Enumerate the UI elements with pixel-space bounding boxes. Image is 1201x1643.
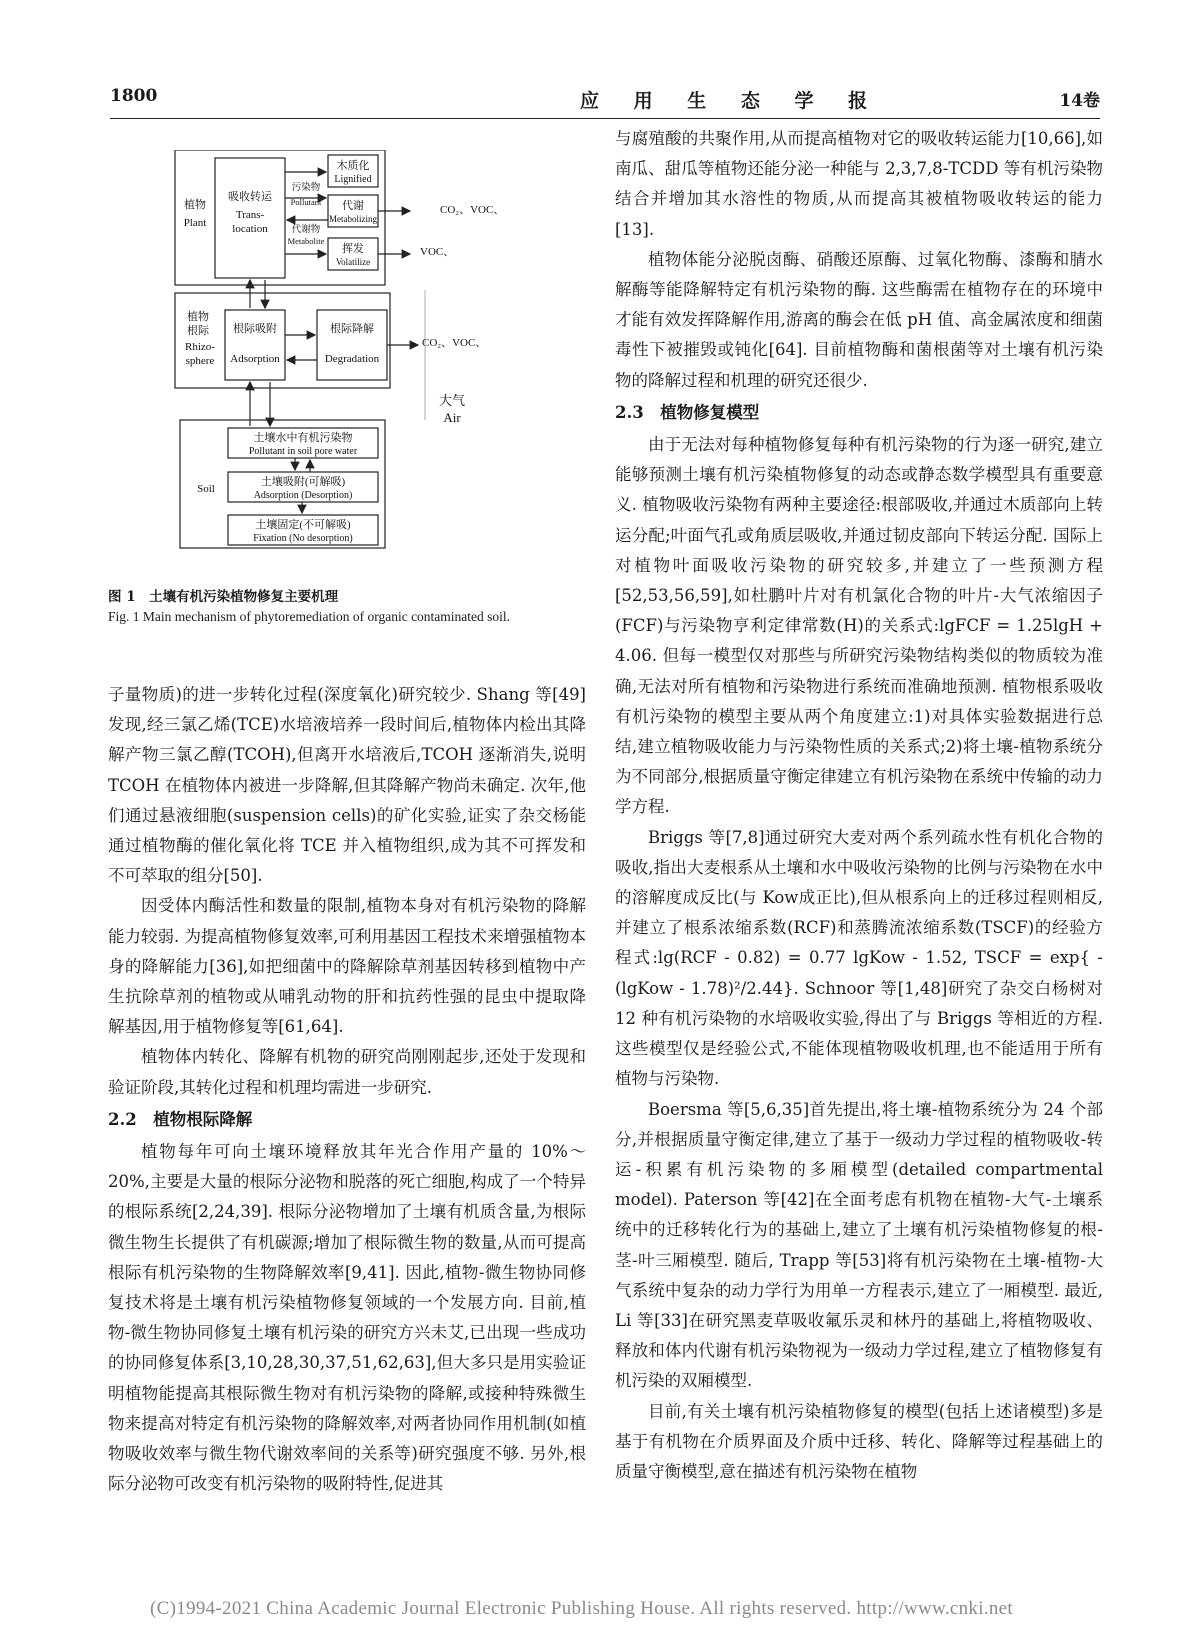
header-rule <box>110 118 1100 119</box>
adsorption-label-cn: 根际吸附 <box>233 323 277 335</box>
copyright-footer: (C)1994-2021 China Academic Journal Electronic Publishing House. All rights reserved. http://www.cnki.net <box>150 1598 1013 1619</box>
uptake-label-en2: location <box>232 223 268 235</box>
paragraph: Briggs 等[7,8]通过研究大麦对两个系列疏水性有机化合物的吸收,指出大麦根系从土壤和水中吸收污染物的比例与污染物在水中的溶解度成反比(与 Kow成正比),但从根系向上的迁移过程则相反,并建立了根系浓缩系数(RCF)和蒸腾流浓缩系数(TSCF)的经验方程式:lg(RCF - 0.82) = 0.77 lgKow - 1.52, TSCF = exp{ - (lgKow - 1.78)²/2.44}. Schnoor 等[1,48]研究了杂交白杨树对 12 种有机污染物的水培吸收实验,得出了与 Briggs 等相近的方程. 这些模型仅是经验公式,不能体现植物吸收机理,也不能适用于所有植物与污染物. <box>615 827 1103 1089</box>
metabolizing-label-en: Metabolizing <box>329 214 377 224</box>
figure-caption <box>108 588 588 626</box>
air-label-en: Air <box>443 410 461 425</box>
section-heading-2-3: 2.3 植物修复模型 <box>615 402 760 422</box>
degradation-label-en: Degradation <box>324 353 380 365</box>
rhizo-label-en1: Rhizo- <box>185 341 215 353</box>
soil-label: Soil <box>197 483 215 495</box>
pore-water-label-cn: 土壤水中有机污染物 <box>253 432 353 444</box>
lignified-label-cn: 木质化 <box>336 160 370 172</box>
metabolite-label-en: Metabolite <box>287 236 325 246</box>
figure-1 <box>170 150 520 580</box>
paragraph: Boersma 等[5,6,35]首先提出,将土壤-植物系统分为 24 个部分,并根据质量守衡定律,建立了基于一级动力学过程的植物吸收-转运-积累有机污染物的多厢模型(detailed compartmental model). Paterson 等[42]在全面考虑有机物在植物-大气-土壤系统中的迁移转化行为的基础上,建立了土壤有机污染植物修复的根-茎-叶三厢模型. 随后, Trapp 等[53]将有机污染物在土壤-植物-大气系统中复杂的动力学行为用单一方程表示,建立了一厢模型. 最近, Li 等[33]在研究黑麦草吸收氟乐灵和林丹的基础上,将植物吸收、释放和体内代谢有机污染物视为一级动力学过程,建立了植物修复有机污染的双厢模型. <box>615 1099 1103 1391</box>
adsorption-box <box>225 310 285 380</box>
output-label-3: CO₂、VOC、 <box>422 337 487 349</box>
plant-label-cn: 植物 <box>184 199 206 211</box>
page-number: 1800 <box>110 86 158 106</box>
metabolite-label-cn: 代谢物 <box>291 225 321 235</box>
plant-label-en: Plant <box>183 217 207 229</box>
running-header <box>110 86 1100 114</box>
uptake-label-en1: Trans- <box>235 209 265 221</box>
air-label-cn: 大气 <box>438 393 466 408</box>
paragraph: 由于无法对每种植物修复每种有机污染物的行为逐一研究,建立能够预测土壤有机污染植物修复的动态或静态数学模型具有重要意义. 植物吸收污染物有两种主要途径:根部吸收,并通过木质部向上转运分配;叶面气孔或角质层吸收,并通过韧皮部向下转运分配. 国际上对植物叶面吸收污染物的研究较多,并建立了一些预测方程[52,53,56,59],如杜鹏叶片对有机氯化合物的叶片-大气浓缩因子(FCF)与污染物亨利定律常数(H)的关系式:lgFCF = 1.25lgH + 4.06. 但每一模型仅对那些与所研究污染物结构类似的物质较为准确,无法对所有植物和污染物进行系统而准确地预测. 植物根系吸收有机污染物的模型主要从两个角度建立:1)对具体实验数据进行总结,建立植物吸收能力与污染物性质的关系式;2)将土壤-植物系统分为不同部分,根据质量守衡定律建立有机污染物在系统中传输的动力学方程. <box>615 435 1103 817</box>
paragraph: 目前,有关土壤有机污染植物修复的模型(包括上述诸模型)多是基于有机物在介质界面及介质中迁移、转化、降解等过程基础上的质量守衡模型,意在描述有机污染物在植物 <box>615 1401 1103 1481</box>
soil-adsorption-label-cn: 土壤吸附(可解吸) <box>260 476 346 488</box>
soil-adsorption-label-en: Adsorption (Desorption) <box>253 490 353 501</box>
uptake-label-cn: 吸收转运 <box>228 191 272 203</box>
paragraph: 与腐殖酸的共聚作用,从而提高植物对它的吸收转运能力[10,66],如南瓜、甜瓜等植物还能分泌一种能与 2,3,7,8-TCDD 等有机污染物结合并增加其水溶性的物质,从而提高其被植物吸收转运的能力[13]. <box>615 129 1103 239</box>
paragraph: 因受体内酶活性和数量的限制,植物本身对有机污染物的降解能力较弱. 为提高植物修复效率,可利用基因工程技术来增强植物本身的降解能力[36],如把细菌中的降解除草剂基因转移到植物中产生抗除草剂的植物或从哺乳动物的肝和抗药性强的昆虫中提取降解基因,用于植物修复等[61,64]. <box>108 896 586 1037</box>
caption-en: Fig. 1 Main mechanism of phytoremediation of organic contaminated soil. <box>108 609 511 624</box>
pollutant-label-en: Pollutant <box>290 197 322 207</box>
fixation-label-cn: 土壤固定(不可解吸) <box>255 519 351 531</box>
left-column <box>108 680 586 1499</box>
paragraph: 植物每年可向土壤环境释放其年光合作用产量的 10%～20%,主要是大量的根际分泌物和脱落的死亡细胞,构成了一个特异的根际系统[2,24,39]. 根际分泌物增加了土壤有机质含量,为根际微生物生长提供了有机碳源;增加了根际微生物的数量,从而可提高根际有机污染物的生物降解效率[9,41]. 因此,植物-微生物协同修复技术将是土壤有机污染植物修复领域的一个发展方向. 目前,植物-微生物协同修复土壤有机污染的研究方兴未艾,已出现一些成功的协同修复体系[3,10,28,30,37,51,62,63],但大多只是用实验证明植物能提高其根际微生物对有机污染物的降解,或接种特殊微生物来提高对特定有机污染物的降解效率,对两者协同作用机制(如植物吸收效率与微生物代谢效率间的关系等)研究强度不够. 另外,根际分泌物可改变有机污染物的吸附特性,促进其 <box>108 1142 586 1494</box>
paragraph: 植物体内转化、降解有机物的研究尚刚刚起步,还处于发现和验证阶段,其转化过程和机理均需进一步研究. <box>108 1047 586 1097</box>
rhizo-label-cn1: 植物 <box>187 311 209 323</box>
metabolizing-label-cn: 代谢 <box>342 200 364 212</box>
volatilize-label-cn: 挥发 <box>342 243 364 255</box>
paragraph: 子量物质)的进一步转化过程(深度氧化)研究较少. Shang 等[49]发现,经三氯乙烯(TCE)水培液培养一段时间后,植物体内检出其降解产物三氯乙醇(TCOH),但离开水培液后,TCOH 逐渐消失,说明 TCOH 在植物体内被进一步降解,但其降解产物尚未确定. 次年,他们通过悬液细胞(suspension cells)的矿化实验,证实了杂交杨能通过植物酶的催化氧化将 TCE 并入植物组织,成为其不可挥发和不可萃取的组分[50]. <box>108 685 586 886</box>
section-heading-2-2: 2.2 植物根际降解 <box>108 1109 253 1129</box>
lignified-label-en: Lignified <box>334 174 372 185</box>
rhizo-label-en2: sphere <box>185 355 215 367</box>
pore-water-label-en: Pollutant in soil pore water <box>248 446 358 457</box>
volatilize-label-en: Volatilize <box>335 257 371 267</box>
paragraph: 植物体能分泌脱卤酶、硝酸还原酶、过氧化物酶、漆酶和腈水解酶等能降解特定有机污染物的酶. 这些酶需在植物存在的环境中才能有效发挥降解作用,游离的酶会在低 pH 值、高金属浓度和细菌毒性下被摧毁或钝化[64]. 目前植物酶和菌根菌等对土壤有机污染物的降解过程和机理的研究还很少. <box>615 249 1103 390</box>
mechanism-diagram <box>170 150 520 580</box>
output-label-1: CO₂、VOC、 <box>440 204 505 216</box>
degradation-box <box>317 310 387 380</box>
caption-cn: 图 1 土壤有机污染植物修复主要机理 <box>108 589 339 605</box>
right-column <box>615 124 1103 1487</box>
journal-title: 应 用 生 态 学 报 <box>580 90 882 112</box>
degradation-label-cn: 根际降解 <box>330 323 374 335</box>
adsorption-label-en: Adsorption <box>230 353 280 365</box>
rhizo-label-cn2: 根际 <box>187 325 209 337</box>
pollutant-label-cn: 污染物 <box>291 183 321 193</box>
fixation-label-en: Fixation (No desorption) <box>253 533 353 544</box>
output-label-2: VOC、 <box>420 246 455 258</box>
volume-label: 14卷 <box>1059 91 1100 111</box>
